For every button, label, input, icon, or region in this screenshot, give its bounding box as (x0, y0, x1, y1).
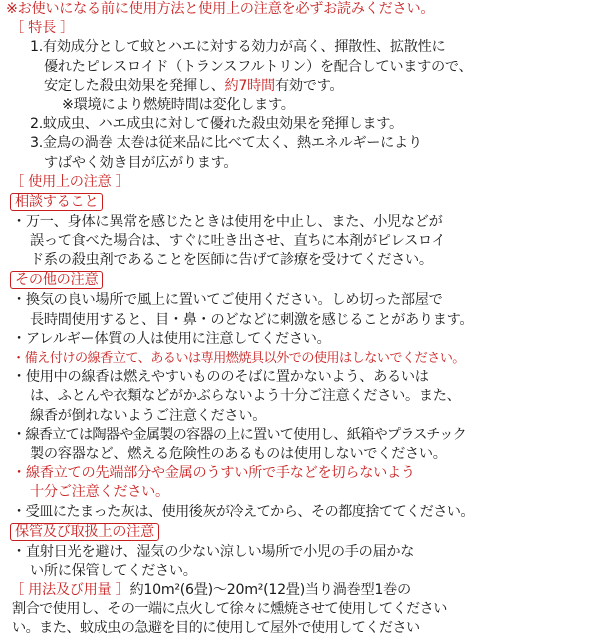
feature-1-note: ※環境により燃焼時間は変化します。 (62, 96, 295, 113)
other-line-6: は、ふとんや衣類などがかぶらないよう十分ご注意ください。また、 (30, 388, 461, 405)
feature-1-line-1: 1.有効成分として蚊とハエに対する効力が高く、揮散性、拡散性に (30, 39, 446, 56)
other-line-3: ・アレルギー体質の人は使用に注意してください。 (12, 330, 331, 347)
usage-label: ［ 用法及び用量 ］ (10, 582, 130, 599)
features-heading: ［ 特長 ］ (10, 20, 74, 37)
usage-line-1 (6, 581, 592, 600)
other-line-10-warning: ・線香立ての先端部分や金属のうすい所で手などを切らないよう (12, 465, 415, 482)
feature-1-line-3 (6, 77, 592, 96)
feature-1-line-3-text-a: 安定した殺虫効果を発揮し、 (44, 77, 225, 94)
other-line-5: ・使用中の線香は燃えやすいもののそばに置かないよう、あるいは (12, 369, 429, 386)
feature-3-line-1: 3.金鳥の渦巻 太巻は従来品に比べて太く、熱エネルギーにより (30, 135, 422, 152)
other-label: その他の注意 (10, 271, 103, 289)
effective-hours-highlight: 約7時間 (224, 77, 275, 94)
other-label-row (6, 270, 592, 291)
storage-label-row (6, 522, 592, 543)
usage-line-2: 割合で使用し、その一端に点火して徐々に燻焼させて使用してください (12, 601, 447, 618)
feature-1-line-3-text-b: 有効です。 (274, 77, 344, 94)
usage-line-1-text: 約10m²(6畳)〜20m²(12畳)当り渦巻型1巻の (129, 582, 411, 599)
consult-line-3: ド系の殺虫剤であることを医師に告げて診療を受けてください。 (30, 252, 433, 269)
other-line-8: ・線香立ては陶器や金属製の容器の上に置いて使用し、紙箱やプラスチック (12, 426, 467, 443)
consult-line-2: 誤って食べた場合は、すぐに吐き出させ、直ちに本剤がピレスロイ (30, 233, 446, 250)
other-line-11-warning: 十分ご注意ください。 (30, 484, 169, 501)
feature-3-line-2: すばやく効き目が広がります。 (44, 154, 238, 171)
consult-line-1: ・万一、身体に異常を感じたときは使用を中止し、また、小児などが (12, 213, 443, 230)
feature-2: 2.蚊成虫、ハエ成虫に対して優れた殺虫効果を発揮します。 (30, 116, 403, 133)
storage-label: 保管及び取扱上の注意 (10, 523, 159, 541)
other-line-1: ・換気の良い場所で風上に置いてご使用ください。しめ切った部屋で (12, 292, 443, 309)
precautions-heading: ［ 使用上の注意 ］ (10, 173, 130, 190)
other-line-2: 長時間使用すると、目・鼻・のどなどに刺激を感じることがあります。 (30, 311, 474, 328)
other-line-9: 製の容器など、燃える危険性のあるものは使用しないでください。 (30, 445, 447, 462)
feature-1-line-2: 優れたピレスロイド（トランスフルトリン）を配合していますので、 (44, 58, 473, 75)
top-notice: ※お使いになる前に使用方法と使用上の注意を必ずお読みください。 (6, 1, 435, 17)
storage-line-1: ・直射日光を避け、湿気の少ない涼しい場所で小児の手の届かな (12, 543, 415, 560)
consult-label-row (6, 192, 592, 213)
other-line-4-warning: ・備え付けの線香立て、あるいは専用燃焼具以外での使用はしないでください。 (12, 351, 465, 366)
consult-label: 相談すること (10, 193, 103, 211)
storage-line-2: い所に保管してください。 (30, 562, 197, 579)
other-line-7: 線香が倒れないようご注意ください。 (30, 407, 267, 424)
other-line-12: ・受皿にたまった灰は、使用後灰が冷えてから、その都度捨ててください。 (12, 503, 474, 520)
usage-line-3: い。また、蚊成虫の急避を目的に使用して屋外で使用してください (12, 620, 420, 637)
